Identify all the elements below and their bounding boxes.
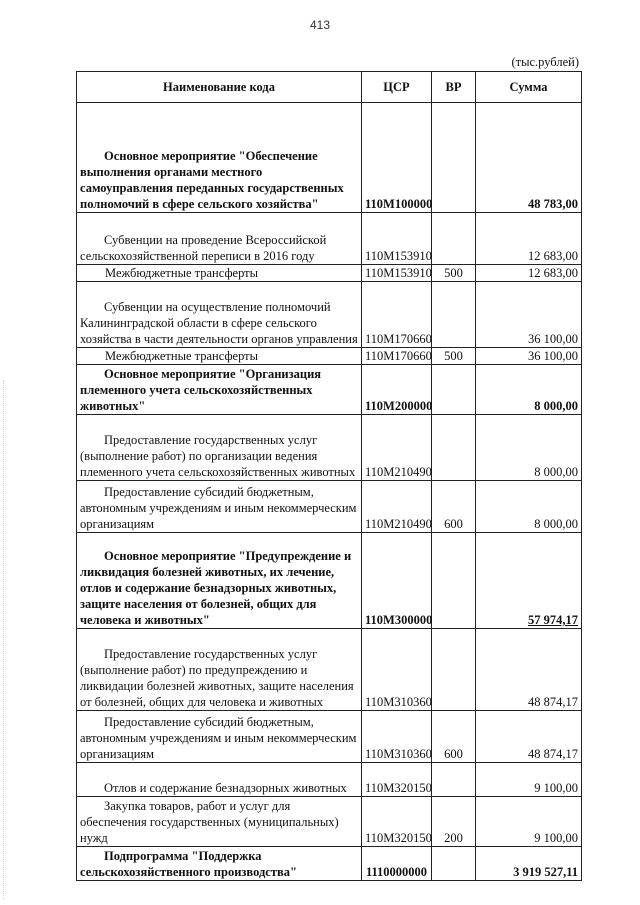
table-row [77,213,582,265]
row-csr: 110М320150 [362,763,432,797]
row-csr: 110М300000 [362,533,432,629]
row-csr: 110М170660 [362,348,432,365]
row-name: Предоставление субсидий бюджетным, автономным учреждениям и иным некоммерческим организациям [77,481,362,533]
row-csr: 110М153910 [362,265,432,282]
table-row [77,415,582,481]
row-name: Отлов и содержание безнадзорных животных [77,763,362,797]
table-row [77,265,582,282]
row-csr: 110М100000 [362,103,432,213]
table-row [77,481,582,533]
row-name: Предоставление субсидий бюджетным, автономным учреждениям и иным некоммерческим организациям [77,711,362,763]
row-csr: 110М310360 [362,629,432,711]
header-row [77,72,582,103]
row-sum: 9 100,00 [476,797,582,847]
units-label: (тыс.рублей) [511,55,579,69]
table-row [77,103,582,213]
row-sum: 12 683,00 [476,213,582,265]
row-name: Предоставление государственных услуг (выполнение работ) по предупреждению и ликвидации болезней животных, защите населения от болезней, общих для человека и животных [77,629,362,711]
row-sum: 8 000,00 [476,481,582,533]
row-vr: 600 [432,481,476,533]
row-sum: 57 974,17 [476,533,582,629]
header-vr: ВР [432,72,476,103]
row-vr [432,847,476,881]
row-sum: 48 874,17 [476,711,582,763]
row-vr: 500 [432,265,476,282]
row-vr [432,282,476,348]
row-csr: 110М320150 [362,797,432,847]
row-name: Закупка товаров, работ и услуг для обеспечения государственных (муниципальных) нужд [77,797,362,847]
header-sum: Сумма [476,72,582,103]
header-name: Наименование кода [77,72,362,103]
header-csr: ЦСР [362,72,432,103]
row-vr [432,763,476,797]
row-sum: 36 100,00 [476,282,582,348]
row-vr [432,415,476,481]
row-vr [432,103,476,213]
table-row [77,711,582,763]
table-row [77,797,582,847]
row-vr: 500 [432,348,476,365]
row-sum: 3 919 527,11 [476,847,582,881]
row-vr [432,533,476,629]
row-name: Межбюджетные трансферты [77,348,362,365]
row-csr: 110М153910 [362,213,432,265]
table-row [77,629,582,711]
row-csr: 110М200000 [362,365,432,415]
row-vr: 600 [432,711,476,763]
row-name: Межбюджетные трансферты [77,265,362,282]
row-name: Предоставление государственных услуг (выполнение работ) по организации ведения племенного учета сельскохозяйственных животных [77,415,362,481]
table-row [77,847,582,881]
table-row [77,282,582,348]
row-sum: 8 000,00 [476,365,582,415]
row-name: Субвенции на проведение Всероссийской сельскохозяйственной переписи в 2016 году [77,213,362,265]
table-row [77,365,582,415]
row-csr: 110М170660 [362,282,432,348]
budget-table [76,71,582,881]
row-sum: 48 783,00 [476,103,582,213]
row-vr: 200 [432,797,476,847]
margin-marks [3,380,8,900]
row-vr [432,629,476,711]
row-sum: 8 000,00 [476,415,582,481]
row-sum: 12 683,00 [476,265,582,282]
row-sum: 9 100,00 [476,763,582,797]
row-csr: 110М210490 [362,481,432,533]
row-vr [432,365,476,415]
row-csr: 110М210490 [362,415,432,481]
table-row [77,763,582,797]
row-name: Основное мероприятие "Предупреждение и ликвидация болезней животных, их лечение, отлов и содержание безнадзорных животных, защите населения от болезней, общих для человека и животных" [77,533,362,629]
row-sum: 48 874,17 [476,629,582,711]
row-vr [432,213,476,265]
table-row [77,533,582,629]
row-name: Основное мероприятие "Обеспечение выполнения органами местного самоуправления переданных государственных полномочий в сфере сельского хозяйства" [77,103,362,213]
row-sum: 36 100,00 [476,348,582,365]
row-csr: 1110000000 [362,847,432,881]
table-row [77,348,582,365]
row-name: Субвенции на осуществление полномочий Калининградской области в сфере сельского хозяйства в части деятельности органов управления [77,282,362,348]
row-name: Подпрограмма "Поддержка сельскохозяйственного производства" [77,847,362,881]
row-name: Основное мероприятие "Организация племенного учета сельскохозяйственных животных" [77,365,362,415]
row-csr: 110М310360 [362,711,432,763]
page-number: 413 [309,18,331,32]
